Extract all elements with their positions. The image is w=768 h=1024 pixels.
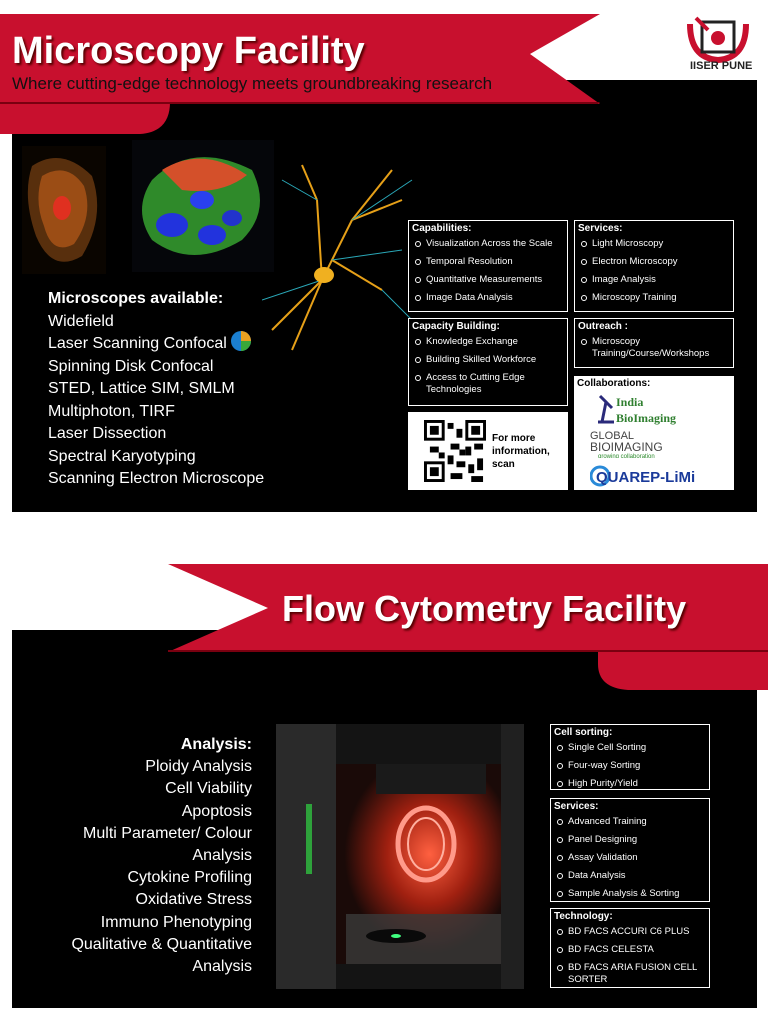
list-item: Electron Microscopy xyxy=(578,256,730,268)
services-box xyxy=(574,220,734,312)
list-item: Cytokine Profiling xyxy=(127,869,252,887)
cell-sorting-box xyxy=(550,724,710,790)
box-title: Services: xyxy=(554,801,599,812)
outreach-box xyxy=(574,318,734,368)
capacity-building-box xyxy=(408,318,568,406)
box-title: Cell sorting: xyxy=(554,727,613,738)
list-item: Panel Designing xyxy=(554,834,706,846)
list-item: Laser Scanning Confocal xyxy=(48,335,227,352)
box-title: Technology: xyxy=(554,911,613,922)
cell-image-2 xyxy=(132,140,274,272)
list-item: Assay Validation xyxy=(554,852,706,864)
qr-caption: For more information, scan xyxy=(492,433,550,470)
analysis-list xyxy=(71,734,252,978)
list-item: Quantitative Measurements xyxy=(412,274,564,286)
list-item: Immuno Phenotyping xyxy=(100,913,252,931)
svg-text:QUAREP-LiMi: QUAREP-LiMi xyxy=(596,469,696,486)
neuron-image xyxy=(262,160,414,360)
cell-image-1 xyxy=(22,146,106,274)
microscopes-list xyxy=(48,288,264,491)
list-item: Light Microscopy xyxy=(578,238,730,250)
india-bioimaging-logo-icon xyxy=(590,392,680,426)
list-item: Laser Dissection xyxy=(48,425,167,442)
list-item: Temporal Resolution xyxy=(412,256,564,268)
list-item: Scanning Electron Microscope xyxy=(48,470,265,487)
microscopes-heading: Microscopes available: xyxy=(48,290,224,307)
box-title: Capacity Building: xyxy=(412,321,500,332)
svg-text:India: India xyxy=(616,395,644,409)
list-item: Multiphoton, TIRF xyxy=(48,402,175,420)
svg-text:growing collaboration: growing collaboration xyxy=(598,454,655,458)
list-item: Building Skilled Workforce xyxy=(412,354,564,366)
list-item: Cell Viability xyxy=(165,780,252,798)
list-item: Microscopy Training xyxy=(578,292,730,304)
box-title: Outreach : xyxy=(578,321,629,332)
global-bioimaging-logo-icon xyxy=(590,428,690,458)
box-title: Capabilities: xyxy=(412,223,472,234)
list-item: Sample Analysis & Sorting xyxy=(554,888,706,900)
technology-box xyxy=(550,908,710,988)
list-item: Access to Cutting Edge Technologies xyxy=(412,372,564,395)
list-item: Microscopy Training/Course/Workshops xyxy=(578,336,730,359)
microscopy-subtitle: Where cutting-edge technology meets groundbreaking research xyxy=(12,74,493,93)
list-item: BD FACS ACCURI C6 PLUS xyxy=(554,926,706,938)
svg-text:GLOBAL: GLOBAL xyxy=(590,430,635,442)
flow-cytometer-photo xyxy=(276,724,524,989)
list-item: STED, Lattice SIM, SMLM xyxy=(48,380,235,397)
list-item: Multi Parameter/ Colour xyxy=(83,824,252,842)
analysis-heading: Analysis: xyxy=(180,736,252,753)
list-item: Ploidy Analysis xyxy=(145,758,252,776)
qr-code-icon[interactable] xyxy=(424,418,486,484)
list-item: Visualization Across the Scale xyxy=(412,238,564,250)
logo-text: IISER PUNE xyxy=(690,60,753,72)
list-item: Advanced Training xyxy=(554,816,706,828)
flow-services-box xyxy=(550,798,710,902)
list-item: Four-way Sorting xyxy=(554,760,706,772)
collaborations-title: Collaborations: xyxy=(577,378,651,389)
list-item: Spectral Karyotyping xyxy=(48,447,196,465)
list-item: Qualitative & Quantitative xyxy=(71,935,252,953)
list-item: Knowledge Exchange xyxy=(412,336,564,348)
quarep-limi-logo-icon xyxy=(590,460,700,488)
list-item: High Purity/Yield xyxy=(554,778,706,790)
list-item: Analysis xyxy=(192,847,252,865)
box-title: Services: xyxy=(578,223,623,234)
list-item: BD FACS CELESTA xyxy=(554,944,706,956)
list-item: Analysis xyxy=(192,958,252,976)
svg-text:BioImaging: BioImaging xyxy=(616,411,677,425)
list-item: Widefield xyxy=(48,312,114,330)
list-item: Oxidative Stress xyxy=(135,891,252,909)
list-item: Image Analysis xyxy=(578,274,730,286)
list-item: Spinning Disk Confocal xyxy=(48,357,214,375)
svg-text:BIOIMAGING: BIOIMAGING xyxy=(590,440,663,454)
capabilities-box xyxy=(408,220,568,312)
microscopy-title: Microscopy Facility xyxy=(12,30,365,72)
list-item: Image Data Analysis xyxy=(412,292,564,304)
list-item: Data Analysis xyxy=(554,870,706,882)
flow-title: Flow Cytometry Facility xyxy=(282,588,687,629)
list-item: Single Cell Sorting xyxy=(554,742,706,754)
list-item: Apoptosis xyxy=(181,802,252,820)
list-item: BD FACS ARIA FUSION CELL SORTER xyxy=(554,962,706,985)
